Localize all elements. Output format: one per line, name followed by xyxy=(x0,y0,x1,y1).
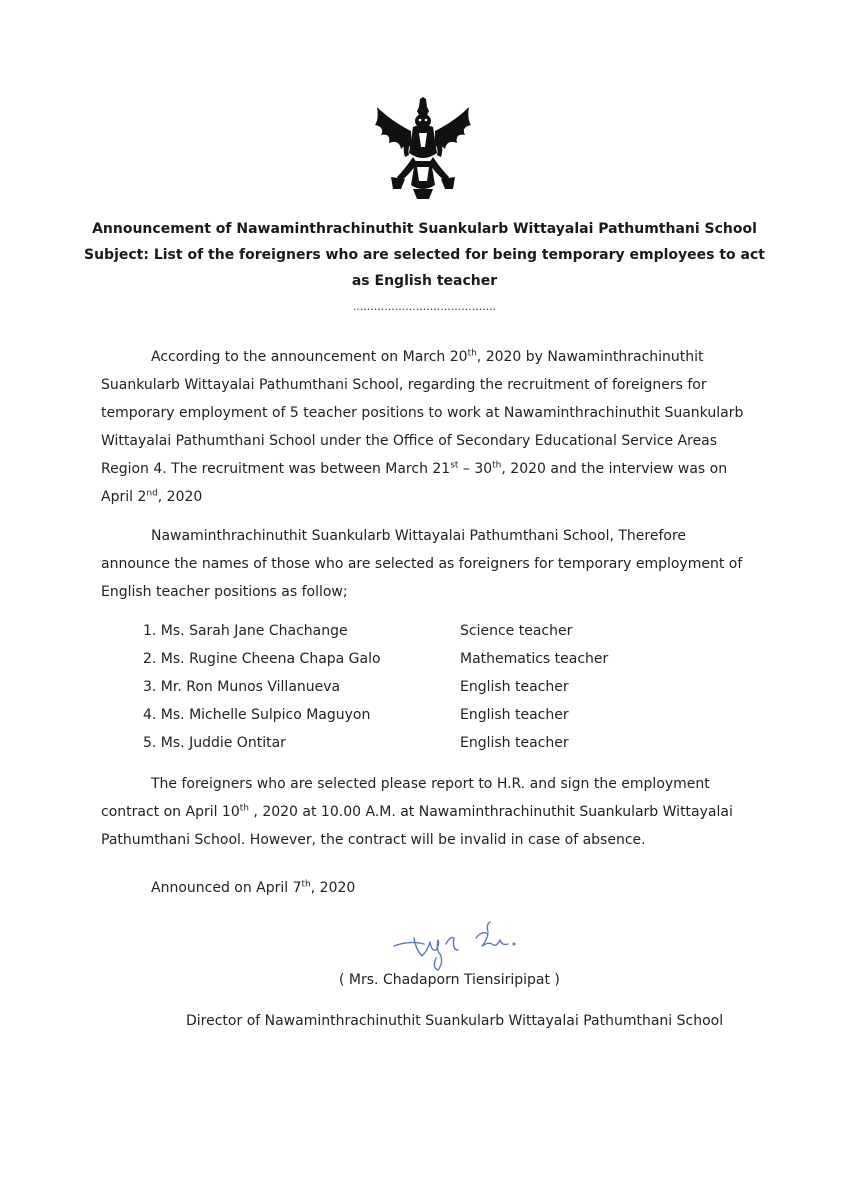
paragraph-text: According to the announcement on March 20 xyxy=(151,349,468,365)
candidate-role: Science teacher xyxy=(460,623,573,639)
list-item xyxy=(143,673,663,701)
candidate-role: English teacher xyxy=(460,735,569,751)
announcement-header xyxy=(0,216,849,294)
candidate-role: Mathematics teacher xyxy=(460,651,609,667)
candidate-name: 2. Ms. Rugine Cheena Chapa Galo xyxy=(143,651,381,667)
paragraph-text: , 2020 and the interview was on April 2 xyxy=(101,461,728,505)
paragraph-announce-names xyxy=(101,522,751,606)
paragraph-text: , 2020 xyxy=(157,489,203,505)
list-item xyxy=(143,645,663,673)
paragraph-text: The foreigners who are selected please report to H.R. and sign the employment contract on April 10 xyxy=(101,776,710,820)
announcement-subject-continued: as English teacher xyxy=(351,273,498,289)
ordinal-suffix: th xyxy=(467,348,477,359)
paragraph-report-instructions xyxy=(101,770,751,854)
candidate-name: 1. Ms. Sarah Jane Chachange xyxy=(143,623,348,639)
candidate-role: English teacher xyxy=(460,707,569,723)
candidate-name: 5. Ms. Juddie Ontitar xyxy=(143,735,286,751)
ordinal-suffix: nd xyxy=(146,488,158,499)
paragraph-text: , 2020 at 10.00 A.M. at Nawaminthrachinuthit Suankularb Wittayalai Pathumthani School. However, the contract will be invalid in case of absence. xyxy=(101,804,733,848)
paragraph-text: Nawaminthrachinuthit Suankularb Wittayalai Pathumthani School, Therefore announce the names of those who are selected as foreigners for temporary employment of English teacher positions as follow; xyxy=(101,528,743,600)
paragraph-text: , 2020 by Nawaminthrachinuthit Suankularb Wittayalai Pathumthani School, regarding the recruitment of foreigners for temporary employment of 5 teacher positions to work at Nawaminthrachinuthit Suankularb Wittayalai Pathumthani School under the Office of Secondary Educational Service Areas Region 4. The recruitment was between March 21 xyxy=(101,349,744,477)
date-text: , 2020 xyxy=(310,880,356,896)
ordinal-suffix: st xyxy=(450,460,459,471)
list-item xyxy=(143,617,663,645)
ordinal-suffix: th xyxy=(492,460,502,471)
garuda-emblem-icon xyxy=(371,97,475,200)
handwritten-signature xyxy=(392,920,522,975)
announcement-subject: Subject: List of the foreigners who are selected for being temporary employees to act xyxy=(84,247,765,263)
candidate-role: English teacher xyxy=(460,679,569,695)
paragraph-text: – 30 xyxy=(458,461,493,477)
list-item xyxy=(143,729,663,757)
ordinal-suffix: th xyxy=(239,803,249,814)
ordinal-suffix: th xyxy=(301,879,311,890)
selected-list xyxy=(143,617,663,757)
candidate-name: 4. Ms. Michelle Sulpico Maguyon xyxy=(143,707,371,723)
list-item xyxy=(143,701,663,729)
candidate-name: 3. Mr. Ron Munos Villanueva xyxy=(143,679,341,695)
header-divider: ......................................... xyxy=(352,300,497,313)
signer-title: Director of Nawaminthrachinuthit Suankularb Wittayalai Pathumthani School xyxy=(186,1013,724,1029)
date-text: Announced on April 7 xyxy=(151,880,302,896)
announced-date xyxy=(101,874,751,902)
paragraph-recruitment xyxy=(101,343,751,511)
signer-name: ( Mrs. Chadaporn Tiensiripipat ) xyxy=(339,972,560,988)
announcement-title: Announcement of Nawaminthrachinuthit Suankularb Wittayalai Pathumthani School xyxy=(92,221,757,237)
